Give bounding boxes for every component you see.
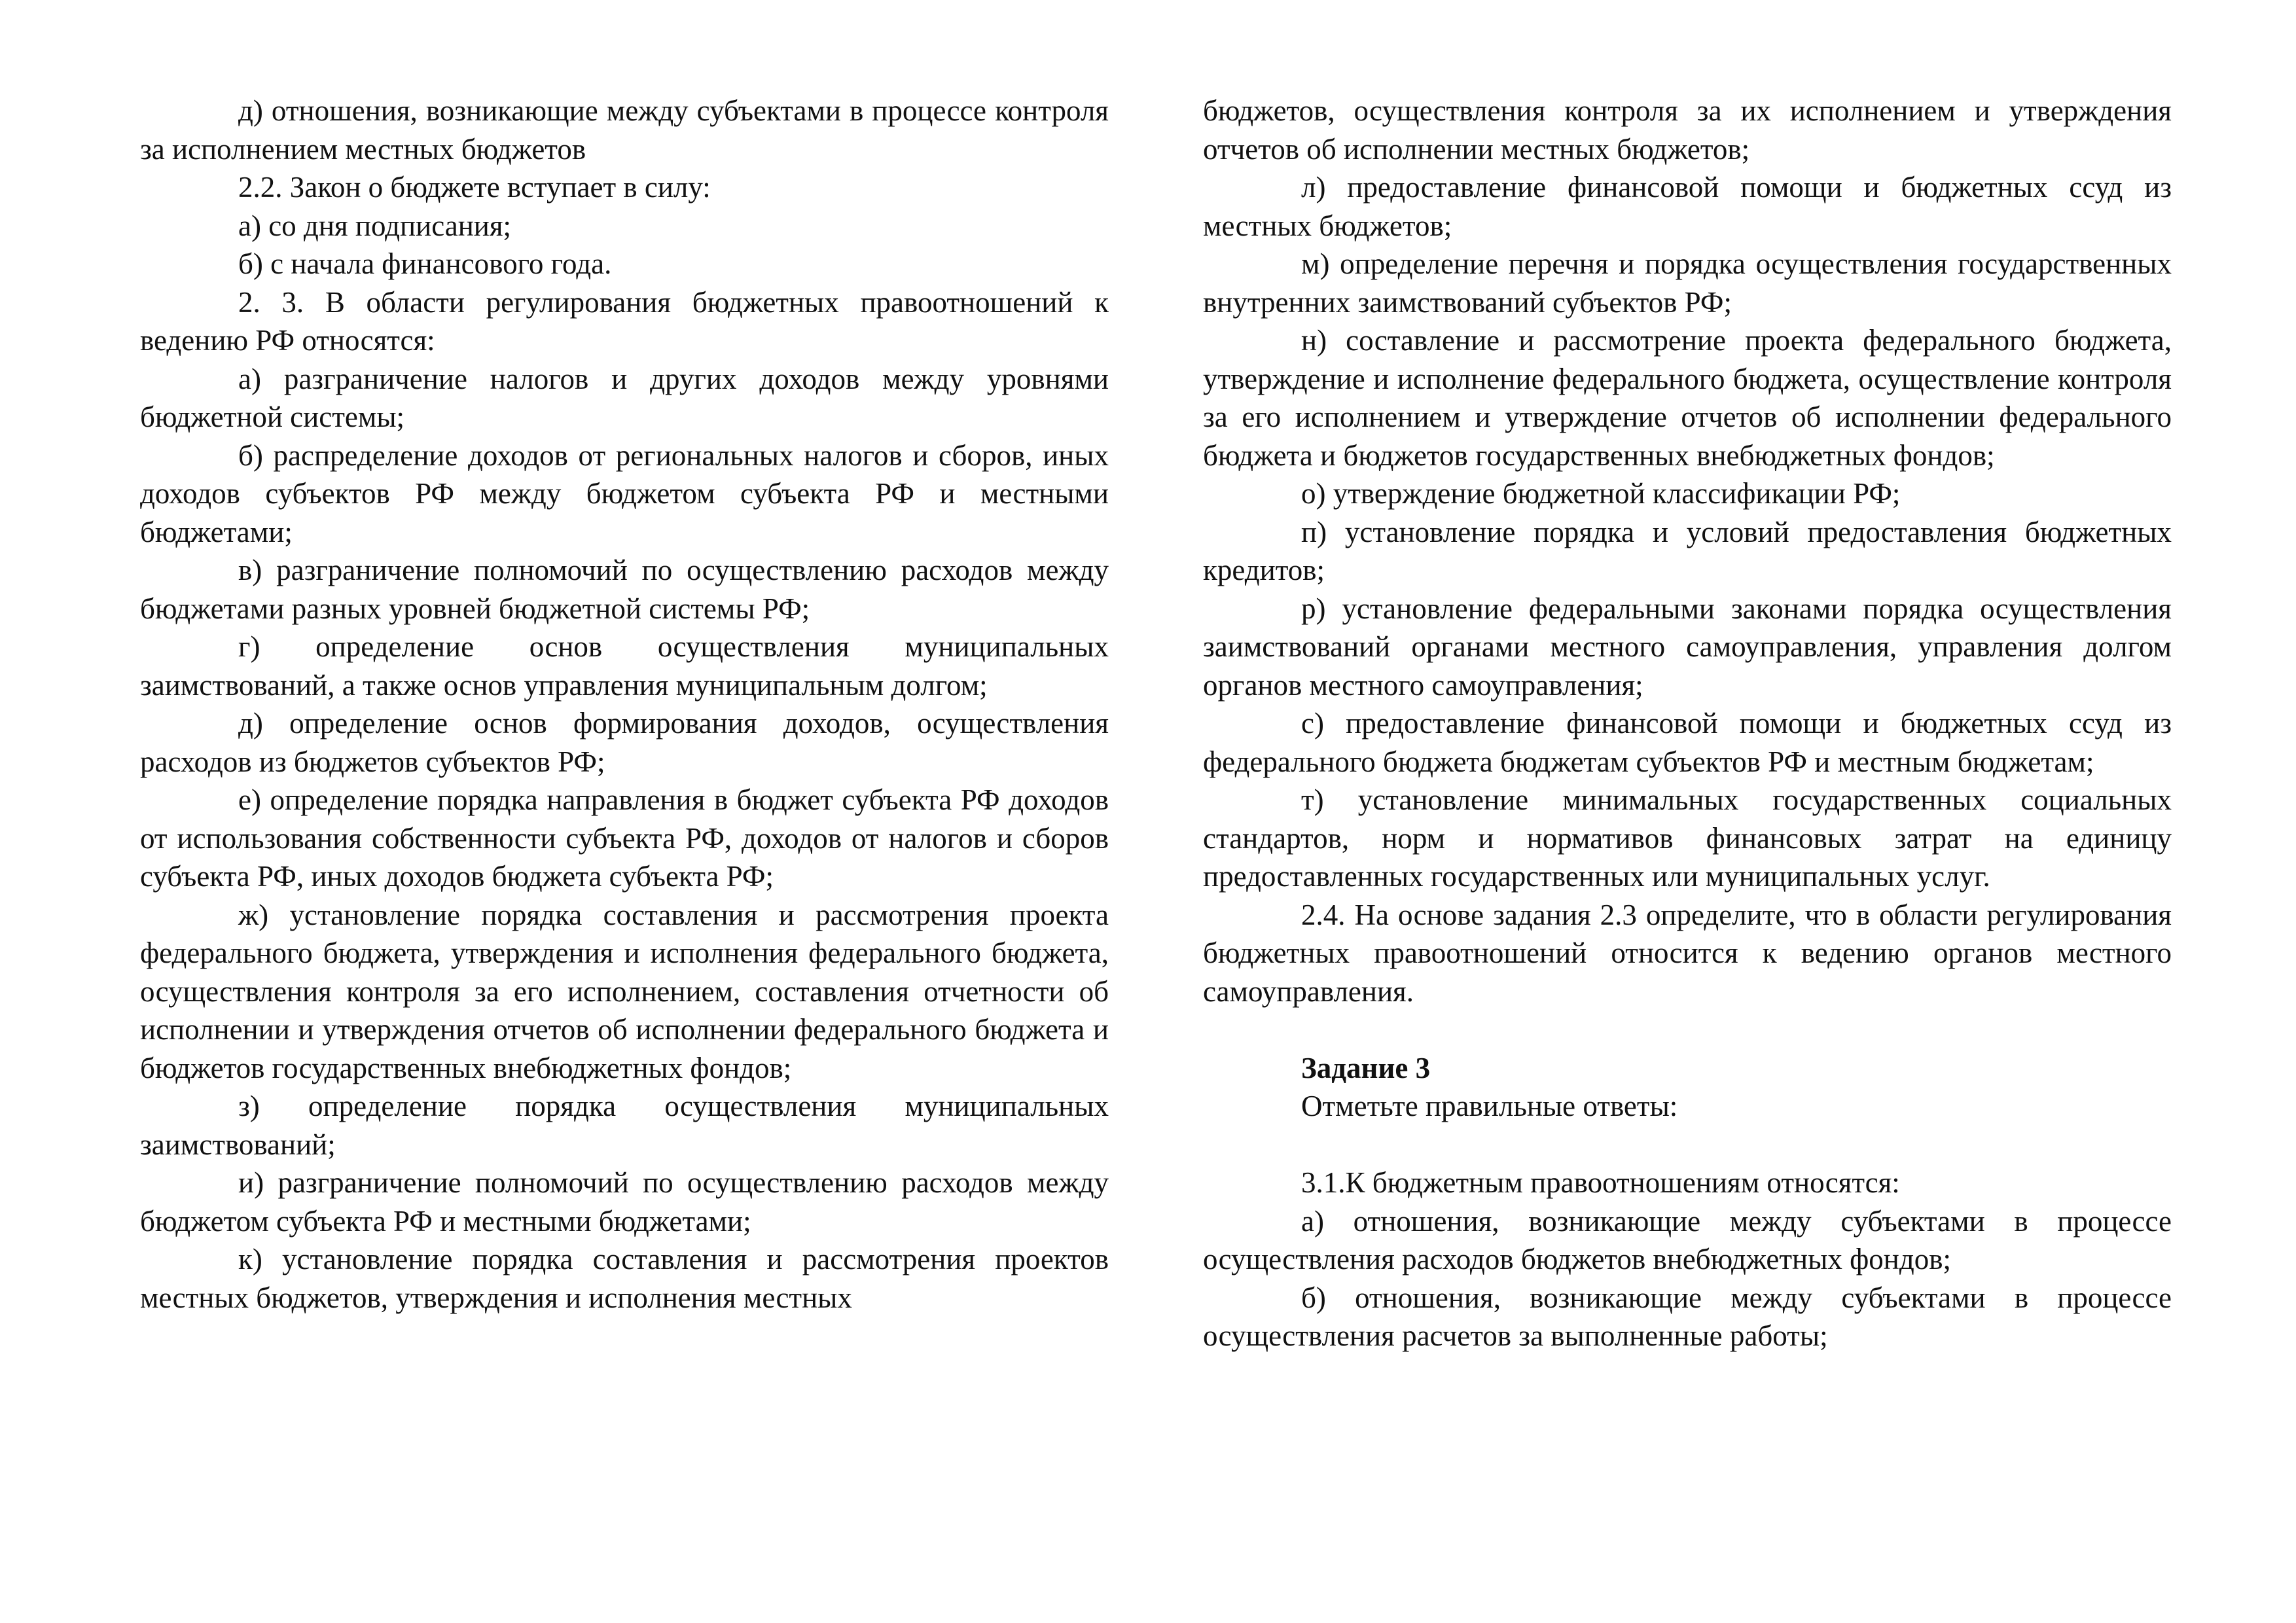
right-column (1203, 92, 2172, 1355)
paragraph-item-d-control: д) отношения, возникающие между субъектами в процессе контроля за исполнением местных бюджетов (140, 94, 1109, 166)
list-item-s: с) предоставление финансовой помощи и бюджетных ссуд из федерального бюджета бюджетам субъектов РФ и местным бюджетам; (1203, 707, 2172, 778)
task-3-heading: Задание 3 (1301, 1051, 1431, 1084)
list-item-a: а) разграничение налогов и других доходов между уровнями бюджетной системы; (140, 362, 1109, 433)
list-item-d: д) определение основ формирования доходов, осуществления расходов из бюджетов субъектов РФ; (140, 707, 1109, 778)
list-item-zh: ж) установление порядка составления и рассмотрения проекта федерального бюджета, утверждения и исполнения федерального бюджета, осуществления контроля за его исполнением, составления отчетности об исполнении и утверждения отчетов об исполнении федерального бюджета и бюджетов государственных внебюджетных фондов; (140, 898, 1109, 1084)
list-item-b: б) распределение доходов от региональных налогов и сборов, иных доходов субъектов РФ между бюджетом субъекта РФ и местными бюджетами; (140, 438, 1109, 548)
list-item-e: е) определение порядка направления в бюджет субъекта РФ доходов от использования собственности субъекта РФ, доходов от налогов и сборов субъекта РФ, иных доходов бюджета субъекта РФ; (140, 783, 1109, 893)
list-item-v: в) разграничение полномочий по осуществлению расходов между бюджетами разных уровней бюджетной системы РФ; (140, 554, 1109, 625)
list-item-r: р) установление федеральными законами порядка осуществления заимствований органами местного самоуправления, управления долгом органов местного самоуправления; (1203, 592, 2172, 702)
list-item-g: г) определение основ осуществления муниципальных заимствований, а также основ управления муниципальным долгом; (140, 630, 1109, 702)
list-item-o: о) утверждение бюджетной классификации РФ; (1301, 477, 1901, 510)
question-2-2: 2.2. Закон о бюджете вступает в силу: (238, 171, 711, 204)
answer-3-1-b: б) отношения, возникающие между субъектами в процессе осуществления расчетов за выполненные работы; (1203, 1281, 2172, 1352)
list-item-p: п) установление порядка и условий предоставления бюджетных кредитов; (1203, 515, 2172, 586)
left-column (140, 92, 1109, 1317)
question-2-3: 2. 3. В области регулирования бюджетных правоотношений к ведению РФ относятся: (140, 285, 1109, 357)
question-3-1: 3.1.К бюджетным правоотношениям относятся: (1301, 1166, 1900, 1199)
answer-3-1-a: а) отношения, возникающие между субъектами в процессе осуществления расходов бюджетов внебюджетных фондов; (1203, 1204, 2172, 1275)
list-item-n: н) составление и рассмотрение проекта федерального бюджета, утверждение и исполнение федерального бюджета, осуществление контроля за его исполнением и утверждение отчетов об исполнении федерального бюджета и бюджетов государственных внебюджетных фондов; (1203, 324, 2172, 472)
list-item-t: т) установление минимальных государственных социальных стандартов, норм и нормативов финансовых затрат на единицу предоставленных государственных или муниципальных услуг. (1203, 783, 2172, 893)
list-item-z: з) определение порядка осуществления муниципальных заимствований; (140, 1090, 1109, 1161)
question-2-4: 2.4. На основе задания 2.3 определите, что в области регулирования бюджетных правоотношений относится к ведению органов местного самоуправления. (1203, 898, 2172, 1008)
list-item-l: л) предоставление финансовой помощи и бюджетных ссуд из местных бюджетов; (1203, 171, 2172, 242)
answer-2-2-a: а) со дня подписания; (238, 209, 512, 242)
answer-2-2-b: б) с начала финансового года. (238, 247, 612, 280)
list-item-k-continuation: бюджетов, осуществления контроля за их исполнением и утверждения отчетов об исполнении местных бюджетов; (1203, 94, 2172, 166)
list-item-m: м) определение перечня и порядка осуществления государственных внутренних заимствований субъектов РФ; (1203, 247, 2172, 319)
list-item-i: и) разграничение полномочий по осуществлению расходов между бюджетом субъекта РФ и местными бюджетами; (140, 1166, 1109, 1238)
task-3-instruction: Отметьте правильные ответы: (1301, 1090, 1678, 1122)
list-item-k: к) установление порядка составления и рассмотрения проектов местных бюджетов, утверждения и исполнения местных (140, 1243, 1109, 1314)
